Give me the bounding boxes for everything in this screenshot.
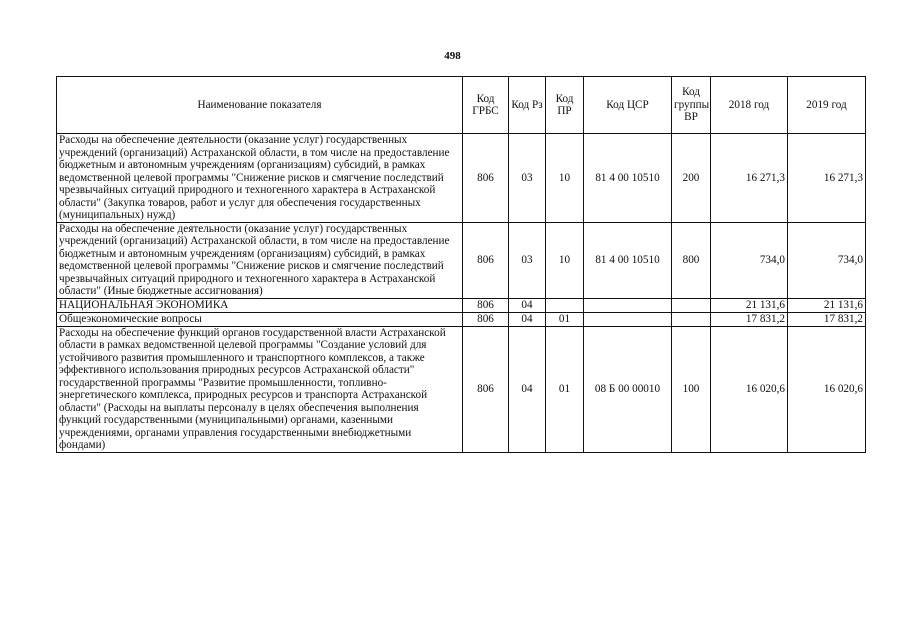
table-row (57, 326, 866, 452)
row-grbs: 806 (463, 312, 509, 326)
header-name: Наименование показателя (57, 77, 463, 134)
table-row (57, 298, 866, 312)
row-2018: 16 271,3 (711, 134, 788, 223)
row-vr: 800 (672, 222, 711, 298)
row-2019: 17 831,2 (788, 312, 866, 326)
header-vr: Код группы ВР (672, 77, 711, 134)
page-number: 498 (444, 50, 461, 62)
row-csr: 81 4 00 10510 (584, 134, 672, 223)
row-2018: 16 020,6 (711, 326, 788, 452)
row-2019: 21 131,6 (788, 298, 866, 312)
row-vr: 200 (672, 134, 711, 223)
row-grbs: 806 (463, 222, 509, 298)
row-vr: 100 (672, 326, 711, 452)
row-rz: 03 (509, 222, 546, 298)
header-grbs: Код ГРБС (463, 77, 509, 134)
row-name: Расходы на обеспечение деятельности (оказание услуг) государственных учреждений (организаций) Астраханской области, в том числе на предоставление бюджетным и автономным учреждениям (организациям) субсидий, в рамках ведомственной целевой программы "Снижение рисков и смягчение последствий чрезвычайных ситуаций природного и техногенного характера в Астраханской области" (Иные бюджетные ассигнования) (57, 222, 463, 298)
row-rz: 04 (509, 312, 546, 326)
row-2019: 734,0 (788, 222, 866, 298)
row-2019: 16 020,6 (788, 326, 866, 452)
header-2018: 2018 год (711, 77, 788, 134)
row-name: Общеэкономические вопросы (57, 312, 463, 326)
row-rz: 04 (509, 298, 546, 312)
table-row (57, 134, 866, 223)
row-rz: 04 (509, 326, 546, 452)
header-pr: Код ПР (546, 77, 584, 134)
row-grbs: 806 (463, 326, 509, 452)
row-2018: 21 131,6 (711, 298, 788, 312)
row-pr: 10 (546, 222, 584, 298)
row-vr (672, 298, 711, 312)
header-2019: 2019 год (788, 77, 866, 134)
row-grbs: 806 (463, 134, 509, 223)
table-row (57, 222, 866, 298)
table-row (57, 312, 866, 326)
row-2018: 734,0 (711, 222, 788, 298)
row-grbs: 806 (463, 298, 509, 312)
row-vr (672, 312, 711, 326)
header-row (57, 77, 866, 134)
row-csr (584, 312, 672, 326)
row-name: НАЦИОНАЛЬНАЯ ЭКОНОМИКА (57, 298, 463, 312)
row-2018: 17 831,2 (711, 312, 788, 326)
row-csr: 08 Б 00 00010 (584, 326, 672, 452)
row-name: Расходы на обеспечение деятельности (оказание услуг) государственных учреждений (организаций) Астраханской области, в том числе на предоставление бюджетным и автономным учреждениям (организациям) субсидий, в рамках ведомственной целевой программы "Снижение рисков и смягчение последствий чрезвычайных ситуаций природного и техногенного характера в Астраханской области" (Закупка товаров, работ и услуг для обеспечения государственных (муниципальных) нужд) (57, 134, 463, 223)
row-name: Расходы на обеспечение функций органов государственной власти Астраханской области в рамках ведомственной целевой программы "Создание условий для устойчивого развития промышленного и транспортного комплексов, а также эффективного использования природных ресурсов Астраханской области" государственной программы "Развитие промышленности, топливно-энергетического комплекса, природных ресурсов и транспорта Астраханской области" (Расходы на выплаты персоналу в целях обеспечения выполнения функций государственными (муниципальными) органами, казенными учреждениями, органами управления государственными внебюджетными фондами) (57, 326, 463, 452)
row-2019: 16 271,3 (788, 134, 866, 223)
row-csr: 81 4 00 10510 (584, 222, 672, 298)
budget-table (56, 76, 866, 453)
row-pr (546, 298, 584, 312)
row-rz: 03 (509, 134, 546, 223)
header-rz: Код Рз (509, 77, 546, 134)
header-csr: Код ЦСР (584, 77, 672, 134)
row-pr: 01 (546, 312, 584, 326)
row-pr: 01 (546, 326, 584, 452)
row-csr (584, 298, 672, 312)
row-pr: 10 (546, 134, 584, 223)
